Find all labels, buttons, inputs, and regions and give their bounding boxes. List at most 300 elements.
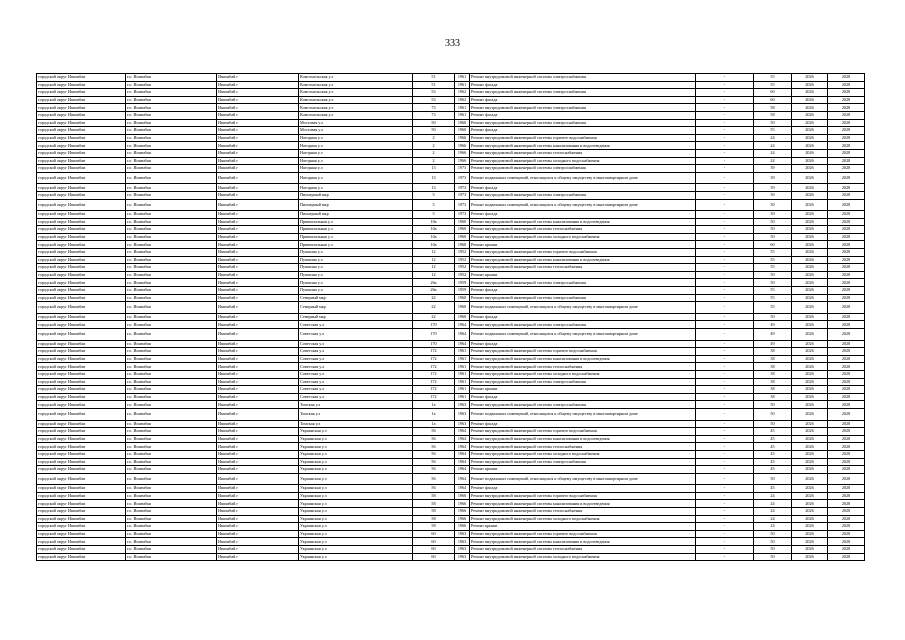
street-cell: Комсомольская у.л	[299, 81, 413, 89]
house-number-cell: 12	[413, 249, 455, 257]
street-cell: Советская у.л	[299, 370, 413, 378]
municipality-cell: городской округ Ишимбаи	[37, 256, 126, 264]
year-start-cell: 2026	[792, 508, 828, 516]
district-cell: г.о. Ишимбаи	[126, 553, 217, 561]
year-built-cell: 1960	[455, 226, 470, 234]
year-built-cell: 1959	[455, 287, 470, 295]
municipality-cell: городской округ Ишимбаи	[37, 428, 126, 436]
street-cell: Пушкина у.л	[299, 256, 413, 264]
value-cell: 24	[754, 149, 792, 157]
city-cell: Ишимбай г	[217, 271, 299, 279]
municipality-cell: городской округ Ишимбаи	[37, 386, 126, 394]
table-row	[37, 321, 865, 329]
year-start-cell: 2026	[792, 157, 828, 165]
house-number-cell: 170	[413, 321, 455, 329]
year-built-cell: 1961	[455, 74, 470, 82]
dash-cell: -	[696, 241, 754, 249]
district-cell: г.о. Ишимбаи	[126, 241, 217, 249]
page-number: 333	[445, 38, 460, 49]
district-cell: г.о. Ишимбаи	[126, 530, 217, 538]
year-start-cell: 2026	[792, 370, 828, 378]
city-cell: Ишимбай г	[217, 111, 299, 119]
street-cell: Привокзальная у.л	[299, 241, 413, 249]
dash-cell: -	[696, 302, 754, 314]
table-row	[37, 401, 865, 409]
city-cell: Ишимбай г	[217, 473, 299, 485]
year-end-cell: 2028	[828, 321, 865, 329]
district-cell: г.о. Ишимбаи	[126, 340, 217, 348]
district-cell: г.о. Ишимбаи	[126, 538, 217, 546]
street-cell: Украинская у.л	[299, 538, 413, 546]
year-built-cell: 1961	[455, 386, 470, 394]
district-cell: г.о. Ишимбаи	[126, 420, 217, 428]
year-built-cell: 1973	[455, 211, 470, 219]
city-cell: Ишимбай г	[217, 348, 299, 356]
dash-cell: -	[696, 401, 754, 409]
dash-cell: -	[696, 530, 754, 538]
year-built-cell: 1960	[455, 302, 470, 314]
district-cell: г.о. Ишимбаи	[126, 89, 217, 97]
district-cell: г.о. Ишимбаи	[126, 408, 217, 420]
dash-cell: -	[696, 485, 754, 493]
dash-cell: -	[696, 355, 754, 363]
district-cell: г.о. Ишимбаи	[126, 249, 217, 257]
year-start-cell: 2026	[792, 226, 828, 234]
table-row	[37, 172, 865, 184]
year-built-cell: 1963	[455, 408, 470, 420]
year-start-cell: 2026	[792, 420, 828, 428]
value-cell: 55	[754, 249, 792, 257]
street-cell: Нагорная у.л	[299, 184, 413, 192]
house-number-cell: 60	[413, 546, 455, 554]
work-type-cell: Ремонт внутридомовой инженерной системы холодного водоснабжения	[470, 157, 696, 165]
house-number-cell: 1а	[413, 408, 455, 420]
work-type-cell: Ремонт подвальных помещений, относящихся к общему имуществу в многоквартирном доме	[470, 329, 696, 341]
house-number-cell: 22	[413, 302, 455, 314]
city-cell: Ишимбай г	[217, 466, 299, 474]
value-cell: 38	[754, 393, 792, 401]
year-start-cell: 2026	[792, 191, 828, 199]
table-row	[37, 199, 865, 211]
table-row	[37, 256, 865, 264]
municipality-cell: городской округ Ишимбаи	[37, 89, 126, 97]
dash-cell: -	[696, 104, 754, 112]
year-start-cell: 2026	[792, 321, 828, 329]
house-number-cell: 2	[413, 157, 455, 165]
municipality-cell: городской округ Ишимбаи	[37, 111, 126, 119]
city-cell: Ишимбай г	[217, 450, 299, 458]
value-cell: 55	[754, 264, 792, 272]
district-cell: г.о. Ишимбаи	[126, 348, 217, 356]
street-cell: Пионерный мкр	[299, 199, 413, 211]
year-end-cell: 2028	[828, 523, 865, 531]
city-cell: Ишимбай г	[217, 89, 299, 97]
value-cell: 50	[754, 553, 792, 561]
year-built-cell: 1966	[455, 508, 470, 516]
year-end-cell: 2028	[828, 515, 865, 523]
street-cell: Северный мкр	[299, 294, 413, 302]
work-type-cell: Ремонт внутридомовой инженерной системы электроснабжения	[470, 119, 696, 127]
city-cell: Ишимбай г	[217, 302, 299, 314]
year-end-cell: 2028	[828, 530, 865, 538]
value-cell: 45	[754, 435, 792, 443]
city-cell: Ишимбай г	[217, 408, 299, 420]
year-built-cell: 1964	[455, 340, 470, 348]
year-end-cell: 2028	[828, 363, 865, 371]
city-cell: Ишимбай г	[217, 226, 299, 234]
city-cell: Ишимбай г	[217, 172, 299, 184]
work-type-cell: Ремонт фасада	[470, 485, 696, 493]
street-cell: Комсомольская у.л	[299, 96, 413, 104]
house-number-cell: 170	[413, 340, 455, 348]
city-cell: Ишимбай г	[217, 355, 299, 363]
table-row	[37, 370, 865, 378]
work-type-cell: Ремонт фасада	[470, 420, 696, 428]
table-row	[37, 279, 865, 287]
dash-cell: -	[696, 492, 754, 500]
year-start-cell: 2026	[792, 149, 828, 157]
dash-cell: -	[696, 96, 754, 104]
district-cell: г.о. Ишимбаи	[126, 329, 217, 341]
work-type-cell: Ремонт внутридомовой инженерной системы горячего водоснабжения	[470, 134, 696, 142]
street-cell: Украинская у.л	[299, 553, 413, 561]
value-cell: 30	[754, 211, 792, 219]
dash-cell: -	[696, 340, 754, 348]
house-number-cell: 12	[413, 264, 455, 272]
table-row	[37, 538, 865, 546]
dash-cell: -	[696, 420, 754, 428]
municipality-cell: городской округ Ишимбаи	[37, 538, 126, 546]
dash-cell: -	[696, 553, 754, 561]
municipality-cell: городской округ Ишимбаи	[37, 530, 126, 538]
value-cell: 50	[754, 473, 792, 485]
street-cell: Пушкина у.л	[299, 279, 413, 287]
work-type-cell: Ремонт крыши	[470, 466, 696, 474]
year-end-cell: 2028	[828, 348, 865, 356]
value-cell: 50	[754, 233, 792, 241]
street-cell: Украинская у.л	[299, 546, 413, 554]
dash-cell: -	[696, 523, 754, 531]
table-row	[37, 473, 865, 485]
city-cell: Ишимбай г	[217, 211, 299, 219]
dash-cell: -	[696, 508, 754, 516]
year-end-cell: 2028	[828, 435, 865, 443]
municipality-cell: городской округ Ишимбаи	[37, 408, 126, 420]
year-start-cell: 2026	[792, 104, 828, 112]
city-cell: Ишимбай г	[217, 279, 299, 287]
value-cell: 50	[754, 218, 792, 226]
work-type-cell: Ремонт внутридомовой инженерной системы холодного водоснабжения	[470, 515, 696, 523]
dash-cell: -	[696, 378, 754, 386]
city-cell: Ишимбай г	[217, 420, 299, 428]
municipality-cell: городской округ Ишимбаи	[37, 492, 126, 500]
table-row	[37, 435, 865, 443]
value-cell: 38	[754, 386, 792, 394]
work-type-cell: Ремонт внутридомовой инженерной системы теплоснабжения	[470, 546, 696, 554]
house-number-cell: 26а	[413, 279, 455, 287]
year-start-cell: 2026	[792, 96, 828, 104]
municipality-cell: городской округ Ишимбаи	[37, 233, 126, 241]
year-start-cell: 2026	[792, 348, 828, 356]
municipality-cell: городской округ Ишимбаи	[37, 165, 126, 173]
year-start-cell: 2026	[792, 466, 828, 474]
street-cell: Нагорная у.л	[299, 172, 413, 184]
year-end-cell: 2028	[828, 74, 865, 82]
value-cell: 50	[754, 538, 792, 546]
value-cell: 45	[754, 428, 792, 436]
city-cell: Ишимбай г	[217, 492, 299, 500]
year-start-cell: 2026	[792, 74, 828, 82]
value-cell: 45	[754, 450, 792, 458]
district-cell: г.о. Ишимбаи	[126, 74, 217, 82]
district-cell: г.о. Ишимбаи	[126, 211, 217, 219]
year-start-cell: 2026	[792, 363, 828, 371]
value-cell: 38	[754, 363, 792, 371]
district-cell: г.о. Ишимбаи	[126, 218, 217, 226]
dash-cell: -	[696, 546, 754, 554]
dash-cell: -	[696, 321, 754, 329]
work-type-cell: Ремонт фасада	[470, 340, 696, 348]
year-built-cell: 1960	[455, 241, 470, 249]
year-built-cell: 1964	[455, 473, 470, 485]
district-cell: г.о. Ишимбаи	[126, 184, 217, 192]
year-built-cell: 1963	[455, 546, 470, 554]
street-cell: Советская у.л	[299, 386, 413, 394]
value-cell: 45	[754, 443, 792, 451]
year-built-cell: 1961	[455, 111, 470, 119]
municipality-cell: городской округ Ишимбаи	[37, 287, 126, 295]
dash-cell: -	[696, 149, 754, 157]
work-type-cell: Ремонт внутридомовой инженерной системы электроснабжения	[470, 401, 696, 409]
year-start-cell: 2026	[792, 111, 828, 119]
municipality-cell: городской округ Ишимбаи	[37, 378, 126, 386]
year-built-cell: 1966	[455, 515, 470, 523]
year-start-cell: 2026	[792, 408, 828, 420]
street-cell: Нагорная у.л	[299, 142, 413, 150]
table-row	[37, 241, 865, 249]
table-row	[37, 393, 865, 401]
municipality-cell: городской округ Ишимбаи	[37, 294, 126, 302]
house-number-cell: 51	[413, 81, 455, 89]
dash-cell: -	[696, 408, 754, 420]
table-row	[37, 119, 865, 127]
year-built-cell: 1966	[455, 523, 470, 531]
value-cell: 30	[754, 199, 792, 211]
house-number-cell: 58	[413, 508, 455, 516]
district-cell: г.о. Ишимбаи	[126, 370, 217, 378]
city-cell: Ишимбай г	[217, 81, 299, 89]
year-start-cell: 2026	[792, 89, 828, 97]
work-type-cell: Ремонт подвальных помещений, относящихся к общему имуществу в многоквартирном доме	[470, 408, 696, 420]
street-cell: Украинская у.л	[299, 492, 413, 500]
table-row	[37, 294, 865, 302]
year-built-cell: 1964	[455, 435, 470, 443]
value-cell: 50	[754, 408, 792, 420]
house-number-cell: 56	[413, 450, 455, 458]
district-cell: г.о. Ишимбаи	[126, 127, 217, 135]
work-type-cell: Ремонт фасада	[470, 127, 696, 135]
year-end-cell: 2028	[828, 165, 865, 173]
year-built-cell: 1964	[455, 450, 470, 458]
year-built-cell: 1964	[455, 466, 470, 474]
district-cell: г.о. Ишимбаи	[126, 363, 217, 371]
district-cell: г.о. Ишимбаи	[126, 226, 217, 234]
municipality-cell: городской округ Ишимбаи	[37, 264, 126, 272]
year-start-cell: 2026	[792, 218, 828, 226]
value-cell: 60	[754, 89, 792, 97]
municipality-cell: городской округ Ишимбаи	[37, 443, 126, 451]
value-cell: 30	[754, 191, 792, 199]
municipality-cell: городской округ Ишимбаи	[37, 393, 126, 401]
work-type-cell: Ремонт подвальных помещений, относящихся к общему имуществу в многоквартирном доме	[470, 172, 696, 184]
city-cell: Ишимбай г	[217, 386, 299, 394]
year-built-cell: 1966	[455, 134, 470, 142]
municipality-cell: городской округ Ишимбаи	[37, 134, 126, 142]
dash-cell: -	[696, 211, 754, 219]
table-row	[37, 492, 865, 500]
year-built-cell: 1973	[455, 199, 470, 211]
table-row	[37, 553, 865, 561]
work-type-cell: Ремонт внутридомовой инженерной системы теплоснабжения	[470, 443, 696, 451]
dash-cell: -	[696, 466, 754, 474]
city-cell: Ишимбай г	[217, 165, 299, 173]
table-row	[37, 420, 865, 428]
house-number-cell: 5	[413, 211, 455, 219]
table-row	[37, 313, 865, 321]
street-cell: Украинская у.л	[299, 508, 413, 516]
work-type-cell: Ремонт внутридомовой инженерной системы теплоснабжения	[470, 264, 696, 272]
house-number-cell: 1а	[413, 420, 455, 428]
street-cell: Украинская у.л	[299, 473, 413, 485]
street-cell: Комсомольская у.л	[299, 111, 413, 119]
street-cell: Советская у.л	[299, 321, 413, 329]
table-row	[37, 96, 865, 104]
table-row	[37, 211, 865, 219]
street-cell: Украинская у.л	[299, 515, 413, 523]
municipality-cell: городской округ Ишимбаи	[37, 279, 126, 287]
year-end-cell: 2028	[828, 184, 865, 192]
work-type-cell: Ремонт внутридомовой инженерной системы канализования и водоотведения	[470, 142, 696, 150]
work-type-cell: Ремонт внутридомовой инженерной системы канализования и водоотведения	[470, 500, 696, 508]
city-cell: Ишимбай г	[217, 157, 299, 165]
city-cell: Ишимбай г	[217, 191, 299, 199]
district-cell: г.о. Ишимбаи	[126, 104, 217, 112]
dash-cell: -	[696, 199, 754, 211]
table-row	[37, 530, 865, 538]
work-type-cell: Ремонт фасада	[470, 184, 696, 192]
year-end-cell: 2028	[828, 256, 865, 264]
house-number-cell: 1а	[413, 401, 455, 409]
district-cell: г.о. Ишимбаи	[126, 473, 217, 485]
house-number-cell: 73	[413, 104, 455, 112]
work-type-cell: Ремонт фасада	[470, 81, 696, 89]
year-end-cell: 2028	[828, 508, 865, 516]
table-row	[37, 428, 865, 436]
house-number-cell: 5	[413, 191, 455, 199]
street-cell: Томская у.л	[299, 401, 413, 409]
city-cell: Ишимбай г	[217, 428, 299, 436]
year-built-cell: 1962	[455, 89, 470, 97]
work-type-cell: Ремонт внутридомовой инженерной системы канализования и водоотведения	[470, 538, 696, 546]
value-cell: 55	[754, 81, 792, 89]
work-type-cell: Ремонт внутридомовой инженерной системы теплоснабжения	[470, 508, 696, 516]
dash-cell: -	[696, 233, 754, 241]
house-number-cell: 22	[413, 313, 455, 321]
work-type-cell: Ремонт внутридомовой инженерной системы горячего водоснабжения	[470, 530, 696, 538]
street-cell: Украинская у.л	[299, 458, 413, 466]
dash-cell: -	[696, 435, 754, 443]
year-end-cell: 2028	[828, 211, 865, 219]
house-number-cell: 56	[413, 458, 455, 466]
street-cell: Привокзальная у.л	[299, 226, 413, 234]
dash-cell: -	[696, 172, 754, 184]
dash-cell: -	[696, 329, 754, 341]
year-built-cell: 1961	[455, 370, 470, 378]
table-row	[37, 546, 865, 554]
value-cell: 24	[754, 157, 792, 165]
table-row	[37, 89, 865, 97]
year-end-cell: 2028	[828, 473, 865, 485]
year-end-cell: 2028	[828, 458, 865, 466]
value-cell: 50	[754, 420, 792, 428]
house-number-cell: 60	[413, 530, 455, 538]
municipality-cell: городской округ Ишимбаи	[37, 363, 126, 371]
work-type-cell: Ремонт внутридомовой инженерной системы электроснабжения	[470, 165, 696, 173]
table-row	[37, 264, 865, 272]
dash-cell: -	[696, 157, 754, 165]
street-cell: Советская у.л	[299, 329, 413, 341]
work-type-cell: Ремонт внутридомовой инженерной системы горячего водоснабжения	[470, 348, 696, 356]
year-start-cell: 2026	[792, 165, 828, 173]
work-type-cell: Ремонт внутридомовой инженерной системы теплоснабжения	[470, 363, 696, 371]
dash-cell: -	[696, 256, 754, 264]
house-number-cell: 58	[413, 523, 455, 531]
dash-cell: -	[696, 249, 754, 257]
municipality-cell: городской округ Ишимбаи	[37, 271, 126, 279]
municipality-cell: городской округ Ишимбаи	[37, 329, 126, 341]
year-start-cell: 2026	[792, 264, 828, 272]
year-end-cell: 2028	[828, 264, 865, 272]
city-cell: Ишимбай г	[217, 249, 299, 257]
value-cell: 50	[754, 279, 792, 287]
municipality-cell: городской округ Ишимбаи	[37, 500, 126, 508]
year-built-cell: 1952	[455, 271, 470, 279]
year-start-cell: 2026	[792, 450, 828, 458]
value-cell: 55	[754, 127, 792, 135]
dash-cell: -	[696, 287, 754, 295]
dash-cell: -	[696, 538, 754, 546]
year-end-cell: 2028	[828, 271, 865, 279]
year-start-cell: 2026	[792, 241, 828, 249]
year-start-cell: 2026	[792, 329, 828, 341]
value-cell: 45	[754, 485, 792, 493]
dash-cell: -	[696, 294, 754, 302]
house-number-cell: 60	[413, 553, 455, 561]
dash-cell: -	[696, 81, 754, 89]
municipality-cell: городской округ Ишимбаи	[37, 172, 126, 184]
year-start-cell: 2026	[792, 287, 828, 295]
value-cell: 55	[754, 287, 792, 295]
house-number-cell: 58	[413, 515, 455, 523]
value-cell: 50	[754, 546, 792, 554]
city-cell: Ишимбай г	[217, 149, 299, 157]
municipality-cell: городской округ Ишимбаи	[37, 450, 126, 458]
house-number-cell: 172	[413, 378, 455, 386]
house-number-cell: 13	[413, 165, 455, 173]
year-end-cell: 2028	[828, 401, 865, 409]
year-built-cell: 1973	[455, 184, 470, 192]
house-number-cell: 5	[413, 199, 455, 211]
